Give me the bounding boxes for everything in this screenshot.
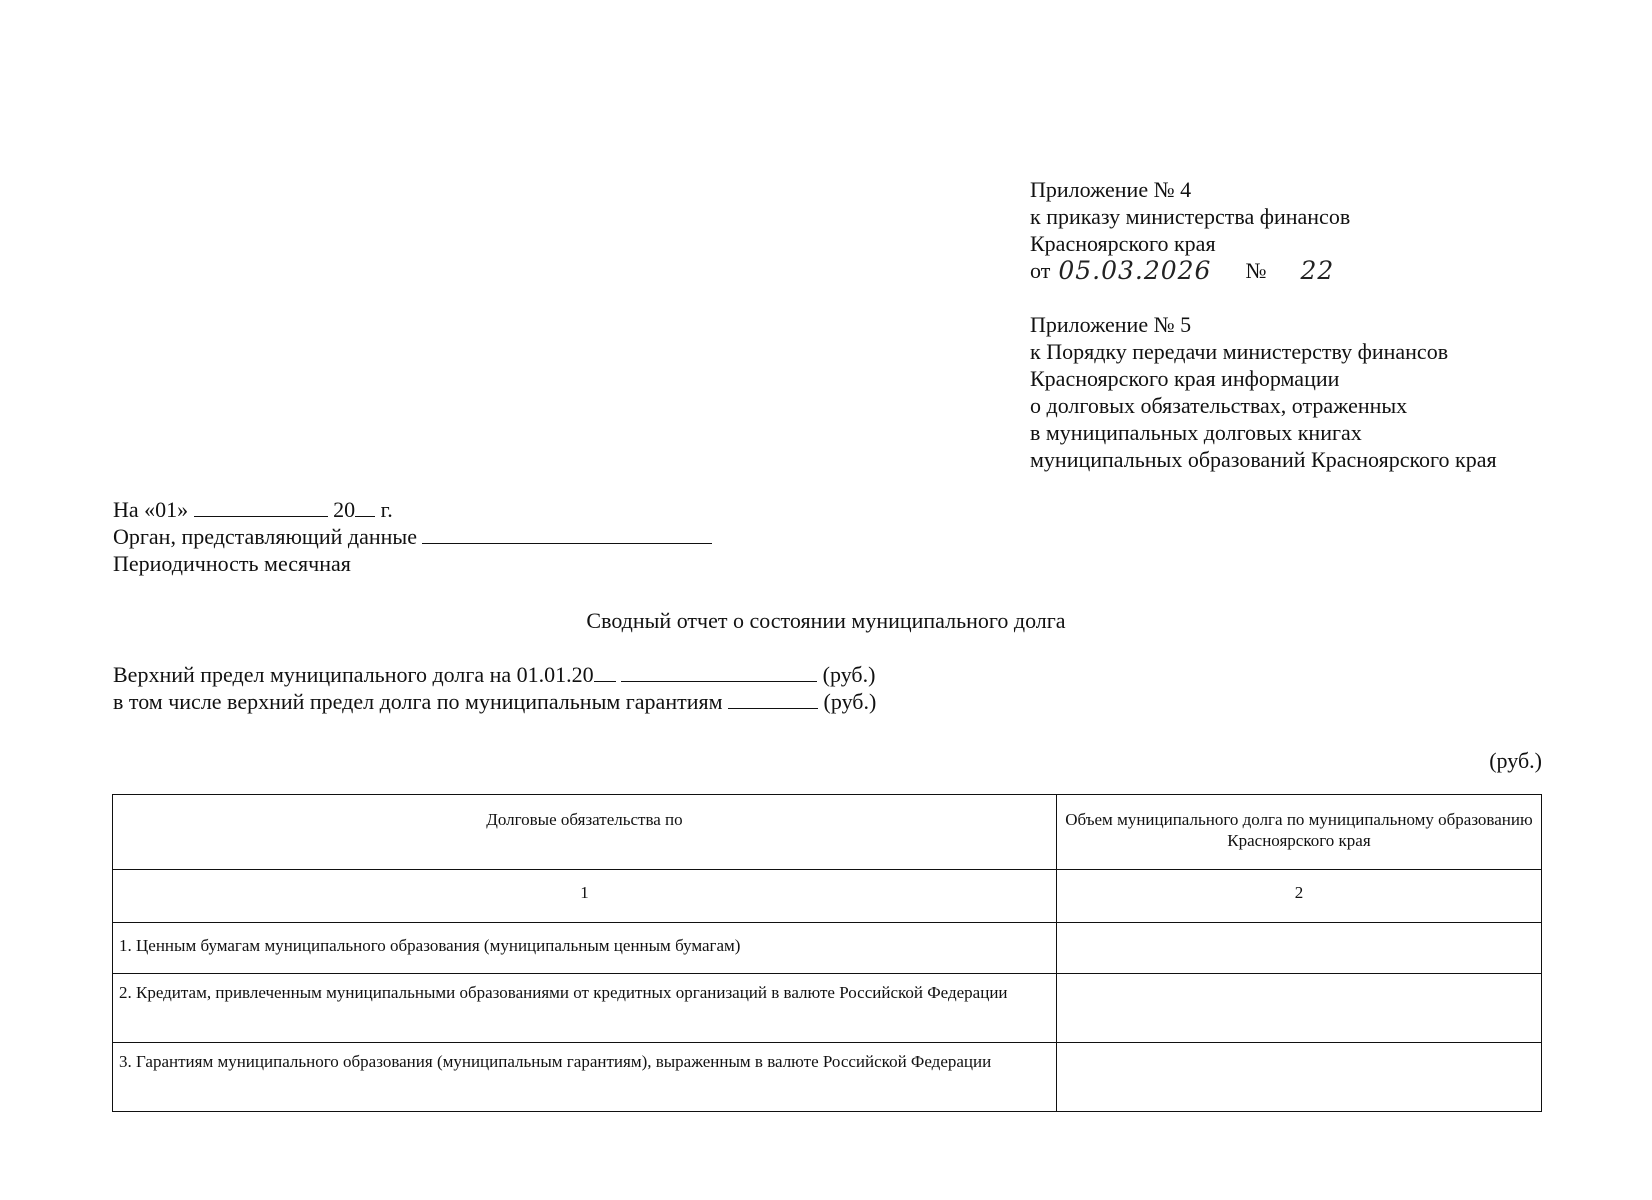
column-number-row xyxy=(113,870,1542,923)
unit-note: (руб.) xyxy=(1489,748,1542,773)
appendix-4-date-line xyxy=(1030,257,1350,284)
row-label: 2. Кредитам, привлеченным муниципальными образованиями от кредитных организаций в валюте Российской Федерации xyxy=(113,974,1057,1043)
header-debt-obligations: Долговые обязательства по xyxy=(113,795,1057,870)
appendix-4-title: Приложение № 4 xyxy=(1030,177,1192,202)
appendix-5-line: к Порядку передачи министерству финансов xyxy=(1030,339,1449,364)
table-row xyxy=(113,923,1542,974)
guarantee-limit-line xyxy=(113,688,876,715)
appendix-5-line: муниципальных образований Красноярского края xyxy=(1030,447,1497,472)
row-value xyxy=(1056,1043,1541,1112)
guarantee-limit-label: в том числе верхний предел долга по муниципальным гарантиям xyxy=(113,689,723,714)
handwritten-date: 05.03.2026 xyxy=(1058,256,1212,285)
report-meta xyxy=(113,496,712,577)
appendix-4-block xyxy=(1030,176,1350,284)
unit-label: (руб.) xyxy=(823,689,877,714)
table-row xyxy=(113,1043,1542,1112)
column-number: 1 xyxy=(113,870,1057,923)
row-value xyxy=(1056,923,1541,974)
row-value xyxy=(1056,974,1541,1043)
appendix-5-line: в муниципальных долговых книгах xyxy=(1030,420,1362,445)
reporting-body-blank xyxy=(422,525,712,544)
report-date-line xyxy=(113,496,712,523)
column-number: 2 xyxy=(1056,870,1541,923)
table-row xyxy=(113,974,1542,1043)
month-blank xyxy=(194,498,328,517)
row-label: 3. Гарантиям муниципального образования (муниципальным гарантиям), выраженным в валюте Российской Федерации xyxy=(113,1043,1057,1112)
appendix-5-block xyxy=(1030,311,1497,473)
table-header-row xyxy=(113,795,1542,870)
handwritten-number: 22 xyxy=(1300,256,1335,285)
appendix-4-order-ref: к приказу министерства финансов xyxy=(1030,204,1351,229)
periodicity: Периодичность месячная xyxy=(113,551,351,576)
reporting-body-label: Орган, представляющий данные xyxy=(113,524,417,549)
appendix-5-line: о долговых обязательствах, отраженных xyxy=(1030,393,1408,418)
date-prefix: На «01» xyxy=(113,497,189,522)
upper-limit-blank xyxy=(621,663,817,682)
appendix-4-region: Красноярского края xyxy=(1030,231,1216,256)
number-label: № xyxy=(1245,258,1267,283)
from-label: от xyxy=(1030,258,1051,283)
debt-table xyxy=(112,794,1542,1112)
date-suffix: г. xyxy=(380,497,393,522)
appendix-5-line: Красноярского края информации xyxy=(1030,366,1340,391)
upper-limit-line xyxy=(113,661,876,688)
date-mid: 20 xyxy=(333,497,356,522)
header-debt-volume: Объем муниципального долга по муниципальному образованию Красноярского края xyxy=(1056,795,1541,870)
year-blank xyxy=(594,663,616,682)
appendix-5-line: Приложение № 5 xyxy=(1030,312,1192,337)
row-label: 1. Ценным бумагам муниципального образования (муниципальным ценным бумагам) xyxy=(113,923,1057,974)
upper-limit-label: Верхний предел муниципального долга на 01.01.20 xyxy=(113,662,594,687)
unit-label: (руб.) xyxy=(822,662,876,687)
debt-limits xyxy=(113,661,876,715)
reporting-body-line xyxy=(113,523,712,550)
report-title: Сводный отчет о состоянии муниципального долга xyxy=(586,608,1066,633)
year-blank xyxy=(355,498,375,517)
guarantee-limit-blank xyxy=(728,690,818,709)
